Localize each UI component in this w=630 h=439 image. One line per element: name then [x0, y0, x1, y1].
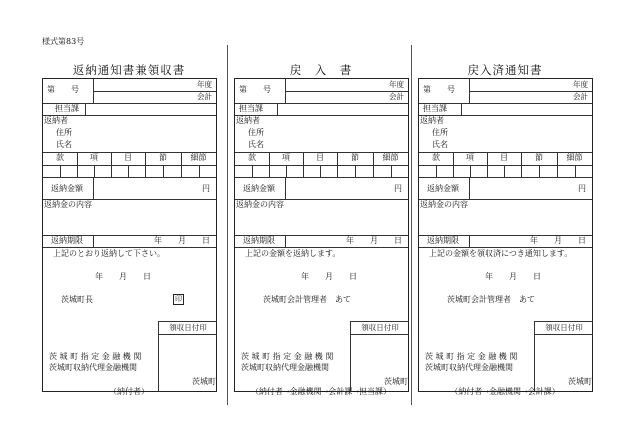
panel-footer: （納付者） [109, 387, 149, 396]
form-box [418, 78, 593, 392]
amount-label: 返納金額 [243, 184, 275, 193]
due-label: 返納期限 [243, 236, 275, 245]
instruction-text: 上記のとおり返納して下さい。 [53, 249, 165, 258]
number-label: 第 号 [239, 85, 271, 94]
panel-title: 戻入済通知書 [467, 63, 543, 77]
instruction-text: 上記の金額を領収済につき通知します。 [429, 249, 573, 258]
town-label: 茨城町 [192, 377, 216, 386]
contents-label: 返納金の内容 [44, 200, 92, 209]
col-moku: 目 [316, 153, 324, 162]
address-label: 住所 [432, 128, 448, 137]
col-saisetsu: 細節 [566, 153, 583, 162]
col-moku: 目 [124, 153, 132, 162]
bank-line-2: 茨城町収納代理金融機関 [241, 363, 329, 372]
yen-label: 円 [578, 184, 586, 193]
address-label: 住所 [248, 128, 264, 137]
form-box [42, 78, 217, 392]
col-setsu: 節 [535, 153, 543, 162]
receipt-stamp-label: 領収日付印 [361, 323, 399, 332]
signer-label: 茨城町会計管理者 あて [263, 295, 351, 304]
due-date: 年 月 日 [346, 236, 402, 245]
dept-label: 担当課 [55, 104, 79, 113]
col-kou: 項 [90, 153, 98, 162]
panel-divider [227, 45, 228, 405]
bank-line-2: 茨城町収納代理金融機関 [49, 363, 137, 372]
panel-refund-notice [42, 62, 216, 402]
receipt-stamp-label: 領収日付印 [545, 323, 583, 332]
seal-icon: 印 [175, 295, 182, 303]
bank-line-1: 茨 城 町 指 定 金 融 機 関 [49, 352, 142, 361]
address-label: 住所 [56, 128, 72, 137]
dept-label: 担当課 [423, 104, 447, 113]
col-kan: 款 [432, 153, 440, 162]
amount-label: 返納金額 [51, 184, 83, 193]
due-label: 返納期限 [427, 236, 459, 245]
panel-footer: （納付者→金融機関→会計課） [450, 387, 560, 396]
panel-title: 返納通知書兼領収書 [72, 63, 186, 77]
col-saisetsu: 細節 [190, 153, 207, 162]
town-label: 茨城町 [384, 377, 408, 386]
contents-label: 返納金の内容 [420, 200, 468, 209]
year-label: 年度 [197, 80, 212, 89]
col-saisetsu: 細節 [382, 153, 399, 162]
col-setsu: 節 [351, 153, 359, 162]
dept-label: 担当課 [239, 104, 263, 113]
town-label: 茨城町 [568, 377, 592, 386]
col-setsu: 節 [159, 153, 167, 162]
name-label: 氏名 [56, 140, 72, 149]
number-label: 第 号 [47, 85, 79, 94]
year-label: 年度 [573, 80, 588, 89]
due-date: 年 月 日 [530, 236, 586, 245]
col-kou: 項 [282, 153, 290, 162]
contents-label: 返納金の内容 [236, 200, 284, 209]
payer-label: 返納者 [236, 116, 260, 125]
due-date: 年 月 日 [154, 236, 210, 245]
yen-label: 円 [202, 184, 210, 193]
issue-date: 年 月 日 [95, 272, 151, 281]
form-box [234, 78, 409, 392]
year-label: 年度 [389, 80, 404, 89]
panel-return-notice [418, 62, 592, 402]
amount-label: 返納金額 [427, 184, 459, 193]
payer-label: 返納者 [420, 116, 444, 125]
bank-line-2: 茨城町収納代理金融機関 [425, 363, 513, 372]
signer-label: 茨城町会計管理者 あて [447, 295, 535, 304]
issue-date: 年 月 日 [301, 272, 357, 281]
account-label: 会計 [389, 92, 404, 101]
col-kou: 項 [466, 153, 474, 162]
receipt-stamp-label: 領収日付印 [169, 323, 207, 332]
account-label: 会計 [573, 92, 588, 101]
issue-date: 年 月 日 [485, 272, 541, 281]
col-kan: 款 [56, 153, 64, 162]
col-kan: 款 [248, 153, 256, 162]
col-moku: 目 [500, 153, 508, 162]
name-label: 氏名 [248, 140, 264, 149]
panel-return-document [234, 62, 408, 402]
payer-label: 返納者 [44, 116, 68, 125]
form-number-label: 様式第83号 [42, 37, 85, 46]
panel-divider [411, 45, 412, 405]
signer-label: 茨城町長 [61, 295, 93, 304]
yen-label: 円 [394, 184, 402, 193]
account-label: 会計 [197, 92, 212, 101]
bank-line-1: 茨 城 町 指 定 金 融 機 関 [425, 352, 518, 361]
panel-footer: （納付者→金融機関→会計課→担当課） [250, 387, 392, 396]
name-label: 氏名 [432, 140, 448, 149]
instruction-text: 上記の金額を返納します。 [245, 249, 341, 258]
panel-title: 戻 入 書 [289, 63, 353, 77]
bank-line-1: 茨 城 町 指 定 金 融 機 関 [241, 352, 334, 361]
number-label: 第 号 [423, 85, 455, 94]
due-label: 返納期限 [51, 236, 83, 245]
